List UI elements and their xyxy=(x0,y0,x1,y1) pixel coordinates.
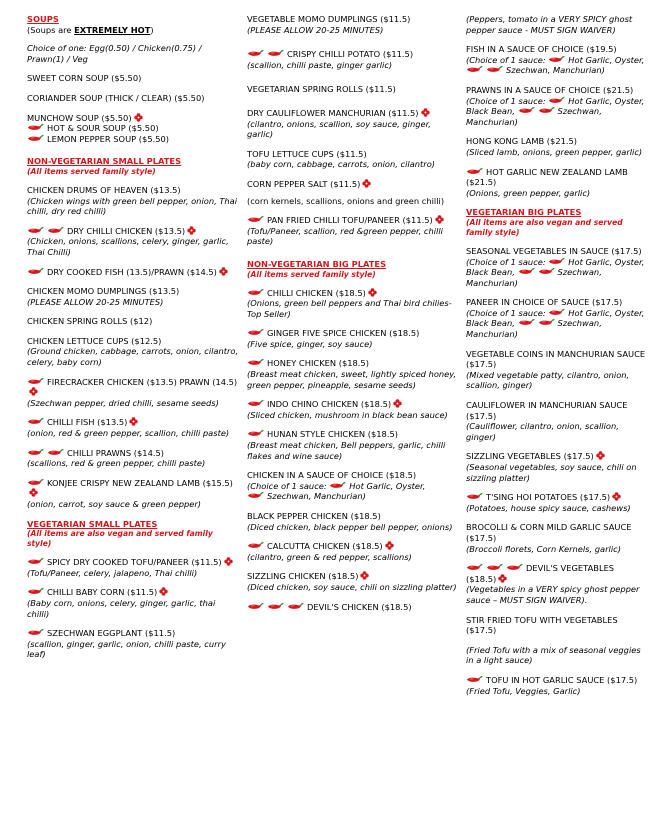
section-header-nv-small: NON-VEGETARIAN SMALL PLATES xyxy=(27,156,182,167)
red-chili-pepper-icon xyxy=(247,328,264,337)
red-chili-pepper-icon xyxy=(27,557,44,566)
menu-item-stir-fried xyxy=(466,615,646,666)
menu-item-tofu-garlic xyxy=(466,675,646,696)
firecracker-name-row xyxy=(27,377,239,398)
menu-item-munchow xyxy=(27,113,239,124)
devils-veg-name: DEVIL'S VEGETABLES ($18.5) xyxy=(466,563,615,584)
devils-chicken-name-row xyxy=(247,602,459,613)
soups-note-emphasis: EXTREMELY HOT xyxy=(74,24,151,35)
pan-fried-desc: (Tofu/Paneer, scallion, red &green pepper, chilli paste) xyxy=(247,225,443,247)
chicken-sauce-choice-desc xyxy=(247,481,459,502)
crispy-potato-desc: (scallion, chilli paste, ginger garlic) xyxy=(247,59,393,70)
menu-item-drums xyxy=(27,185,239,217)
dry-chilli-chicken-name: DRY CHILLI CHICKEN ($13.5) xyxy=(67,225,186,236)
red-chili-pepper-icon xyxy=(267,602,284,611)
menu-item-chilli-prawns xyxy=(27,448,239,469)
red-flower-icon xyxy=(421,108,430,117)
menu-item-black-pepper xyxy=(247,511,459,532)
menu-item-konjee-lamb xyxy=(27,478,239,510)
chilli-prawns-name: CHILLI PRAWNS ($14.5) xyxy=(67,447,165,458)
seasonal-opt3: Szechwan, xyxy=(557,267,602,278)
menu-item-calcutta xyxy=(247,541,459,562)
section-header-soups: SOUPS xyxy=(27,14,59,24)
hunan-name: HUNAN STYLE CHICKEN ($18.5) xyxy=(267,429,398,440)
indo-chino-name: INDO CHINO CHICKEN ($18.5) xyxy=(267,399,392,410)
firecracker-name: FIRECRACKER CHICKEN ($13.5) PRAWN (14.5) xyxy=(47,376,238,387)
red-chili-pepper-icon xyxy=(287,602,304,611)
red-flower-icon xyxy=(219,267,228,276)
menu-item-dry-chilli-chicken xyxy=(27,226,239,258)
crispy-potato-name-row xyxy=(247,49,459,60)
section-header-v-small: VEGETARIAN SMALL PLATES xyxy=(27,518,158,529)
pan-fried-name-row xyxy=(247,215,459,226)
menu-item-indo-chino xyxy=(247,399,459,420)
paneer-opt3: Szechwan, xyxy=(557,318,602,329)
menu-item-baby-corn xyxy=(27,587,239,619)
fish-sauce-opt2: Szechwan, Manchurian) xyxy=(506,65,605,76)
prawns-sauce-pre: (Choice of 1 sauce: xyxy=(466,95,546,106)
sizzling-chicken-name: SIZZLING CHICKEN ($18.5) xyxy=(247,571,359,582)
menu-item-cauli-manchurian xyxy=(247,108,459,140)
red-chili-pepper-icon xyxy=(247,541,264,550)
red-chili-pepper-icon xyxy=(548,96,565,105)
hk-lamb-name: HONG KONG LAMB ($21.5) xyxy=(466,136,578,147)
red-chili-pepper-icon xyxy=(486,563,503,572)
nz-lamb-name: HOT GARLIC NEW ZEALAND LAMB ($21.5) xyxy=(466,166,628,188)
menu-item-pan-fried xyxy=(247,215,459,247)
honey-name: HONEY CHICKEN ($18.5) xyxy=(267,358,369,369)
hot-sour-label: HOT & SOUR SOUP ($5.50) xyxy=(47,123,159,134)
red-chili-pepper-icon xyxy=(247,358,264,367)
prawns-sauce-name: PRAWNS IN A SAUCE OF CHOICE ($21.5) xyxy=(466,84,634,95)
red-chili-pepper-icon xyxy=(27,628,44,637)
fish-sauce-desc xyxy=(466,55,646,76)
tofu-lettuce-desc: (baby corn, cabbage, carrots, onion, cilantro) xyxy=(247,159,436,170)
ginger-five-name: GINGER FIVE SPICE CHICKEN ($18.5) xyxy=(267,328,420,339)
menu-column-2 xyxy=(247,14,459,621)
menu-item-fish-sauce xyxy=(466,44,646,76)
cauli-sauce-desc: (Cauliflower, cilantro, onion, scallion, ginger) xyxy=(466,421,619,442)
seasonal-desc xyxy=(466,257,646,289)
chicken-lettuce-desc: (Ground chicken, cabbage, carrots, onion, cilantro, celery, baby corn) xyxy=(27,346,239,368)
chicken-momo-desc: (PLEASE ALLOW 20-25 MINUTES) xyxy=(27,296,164,307)
section-header-v-big: VEGETARIAN BIG PLATES xyxy=(466,207,582,218)
indo-chino-name-row xyxy=(247,399,459,410)
red-chili-pepper-icon xyxy=(267,49,284,58)
red-chili-pepper-icon xyxy=(466,167,483,176)
chilli-prawns-name-row xyxy=(27,448,239,459)
red-flower-icon xyxy=(187,226,196,235)
section-header-nv-big: NON-VEGETARIAN BIG PLATES xyxy=(247,258,387,269)
fish-sauce-name: FISH IN A SAUCE OF CHOICE ($19.5) xyxy=(466,44,617,55)
menu-item-veg-spring-rolls: VEGETARIAN SPRING ROLLS ($11.5) xyxy=(247,84,396,95)
tsing-name: T'SING HOI POTATOES ($17.5) xyxy=(486,492,611,503)
red-chili-pepper-icon xyxy=(27,478,44,487)
calcutta-name: CALCUTTA CHICKEN ($18.5) xyxy=(267,541,383,552)
red-flower-icon xyxy=(159,587,168,596)
soups-note xyxy=(27,25,239,36)
red-chili-pepper-icon xyxy=(518,106,535,115)
menu-item-chicken-lettuce xyxy=(27,336,239,368)
chilli-chicken-desc: (Onions, green bell peppers and Thai bird chilies- Top Seller) xyxy=(247,298,452,319)
section-note-v-big: (All items are also vegan and served family style) xyxy=(466,217,623,237)
devils-veg-name-row xyxy=(466,563,646,584)
prawns-sauce-opt4: Manchurian) xyxy=(466,116,518,127)
menu-item-hot-sour xyxy=(27,123,239,134)
red-flower-icon xyxy=(435,215,444,224)
red-flower-icon xyxy=(29,488,38,497)
menu-item-tsing-potatoes xyxy=(466,492,646,513)
munchow-label: MUNCHOW SOUP ($5.50) xyxy=(27,112,132,123)
menu-item-chilli-chicken xyxy=(247,288,459,320)
sauce-choice-opt1: Hot Garlic, Oyster, xyxy=(349,480,426,491)
devils-chicken-desc: (Peppers, tomato in a VERY SPICY ghost pepper sauce - MUST SIGN WAIVER) xyxy=(466,14,633,35)
red-chili-pepper-icon xyxy=(548,257,565,266)
seasonal-opt4: Manchurian) xyxy=(466,277,518,288)
menu-item-coriander: CORIANDER SOUP (THICK / CLEAR) ($5.50) xyxy=(27,92,205,103)
chilli-chicken-name: CHILLI CHICKEN ($18.5) xyxy=(267,287,366,298)
sizzling-veg-desc: (Seasonal vegetables, soy sauce, chili on sizzling platter) xyxy=(466,462,637,483)
veg-coins-name: VEGETABLE COINS IN MANCHURIAN SAUCE ($17.5) xyxy=(466,348,646,370)
chicken-sauce-choice-name: CHICKEN IN A SAUCE OF CHOICE ($18.5) xyxy=(247,470,417,481)
cauli-manchurian-desc: (cilantro, onions, scallion, soy sauce, ginger, garlic) xyxy=(247,118,431,140)
red-chili-pepper-icon xyxy=(466,563,483,572)
dry-chilli-chicken-name-row xyxy=(27,226,239,237)
red-chili-pepper-icon xyxy=(27,267,44,276)
red-chili-pepper-icon xyxy=(538,267,555,276)
red-chili-pepper-icon xyxy=(329,481,346,490)
paneer-opt1: Hot Garlic, xyxy=(568,307,613,318)
menu-item-ginger-five xyxy=(247,328,459,349)
chicken-momo-name: CHICKEN MOMO DUMPLINGS ($13.5) xyxy=(27,286,180,297)
red-chili-pepper-icon xyxy=(548,308,565,317)
prawns-sauce-opt1: Hot Garlic, xyxy=(568,95,613,106)
menu-item-seasonal xyxy=(466,246,646,288)
tofu-garlic-name-row xyxy=(466,675,646,686)
menu-item-devils-chicken xyxy=(247,602,459,613)
eggplant-name-row xyxy=(27,628,239,639)
menu-item-broccoli xyxy=(466,522,646,554)
menu-item-devils-veg xyxy=(466,563,646,605)
menu-item-paneer xyxy=(466,297,646,339)
section-note-nv-big: (All items served family style) xyxy=(247,269,376,279)
chilli-prawns-desc: (scallions, red & green pepper, chilli paste) xyxy=(27,458,206,469)
veg-momo-name: VEGETABLE MOMO DUMPLINGS ($11.5) xyxy=(247,14,411,24)
red-flower-icon xyxy=(129,417,138,426)
stir-fried-name: STIR FRIED TOFU WITH VEGETABLES ($17.5) xyxy=(466,614,618,636)
seasonal-pre: (Choice of 1 sauce: xyxy=(466,256,546,267)
menu-item-chicken-momo xyxy=(27,286,239,307)
red-flower-icon xyxy=(393,399,402,408)
lemon-pepper-label: LEMON PEPPER SOUP ($5.50) xyxy=(47,133,170,144)
spicy-tofu-name: SPICY DRY COOKED TOFU/PANEER ($11.5) xyxy=(47,557,222,568)
honey-desc: (Breast meat chicken, sweet, lightly spiced honey, green pepper, pineapple, sesame seeds) xyxy=(247,369,457,390)
red-flower-icon xyxy=(385,541,394,550)
red-chili-pepper-icon xyxy=(27,377,44,386)
tofu-garlic-desc: (Fried Tofu, Veggies, Garlic) xyxy=(466,685,581,696)
red-chili-pepper-icon xyxy=(47,226,64,235)
menu-item-tofu-lettuce xyxy=(247,149,459,170)
menu-item-honey xyxy=(247,358,459,390)
veg-momo-desc: (PLEASE ALLOW 20-25 MINUTES) xyxy=(247,24,384,35)
black-pepper-name: BLACK PEPPER CHICKEN ($18.5) xyxy=(247,511,381,521)
konjee-name-row xyxy=(27,478,239,499)
red-chili-pepper-icon xyxy=(247,288,264,297)
menu-item-veg-coins xyxy=(466,349,646,391)
indo-chino-desc: (Sliced chicken, mushroom in black bean sauce) xyxy=(247,409,448,420)
menu-item-chicken-sauce-choice xyxy=(247,470,459,502)
pan-fried-name: PAN FRIED CHILLI TOFU/PANEER ($11.5) xyxy=(267,215,433,226)
stir-fried-desc: (Fried Tofu with a mix of seasonal veggies in a light sauce) xyxy=(466,644,641,666)
eggplant-desc: (scallion, ginger, garlic, onion, chilli paste, curry leaf) xyxy=(27,638,226,660)
red-chili-pepper-icon xyxy=(506,563,523,572)
corn-pepper-desc: (corn kernels, scallions, onions and green chilli) xyxy=(247,195,445,206)
red-chili-pepper-icon xyxy=(247,215,264,224)
red-chili-pepper-icon xyxy=(27,448,44,457)
paneer-opt4: Manchurian) xyxy=(466,329,518,340)
veg-coins-desc: (Mixed vegetable patty, cilantro, onion, scallion, ginger) xyxy=(466,369,630,391)
honey-name-row xyxy=(247,358,459,369)
red-chili-pepper-icon xyxy=(466,65,483,74)
dry-cooked-fish-name-row xyxy=(27,267,239,278)
red-chili-pepper-icon xyxy=(247,49,264,58)
nz-lamb-name-row xyxy=(466,167,646,188)
red-chili-pepper-icon xyxy=(27,134,44,143)
soups-choice: Choice of one: Egg(0.50) / Chicken(0.75) / Prawn(1) / Veg xyxy=(27,43,202,64)
ginger-five-desc: (Five spice, ginger, soy sauce) xyxy=(247,338,373,349)
chilli-fish-desc: (onion, red & green pepper, scallion, chilli paste) xyxy=(27,428,230,439)
chilli-fish-name-row xyxy=(27,417,239,428)
red-chili-pepper-icon xyxy=(518,267,535,276)
menu-item-eggplant xyxy=(27,628,239,660)
drums-name: CHICKEN DRUMS OF HEAVEN ($13.5) xyxy=(27,184,181,195)
red-flower-icon xyxy=(612,492,621,501)
chilli-chicken-name-row xyxy=(247,288,459,299)
tsing-name-row xyxy=(466,492,646,503)
red-chili-pepper-icon xyxy=(466,492,483,501)
red-chili-pepper-icon xyxy=(27,587,44,596)
soups-note-text: (Soups are xyxy=(27,24,75,35)
corn-pepper-name-row xyxy=(247,179,459,190)
menu-item-sweet-corn: SWEET CORN SOUP ($5.50) xyxy=(27,73,142,84)
menu-item-spicy-tofu xyxy=(27,557,239,578)
menu-column-3 xyxy=(466,14,646,705)
dry-cooked-fish-name: DRY COOKED FISH (13.5)/PRAWN ($14.5) xyxy=(47,266,217,277)
red-chili-pepper-icon xyxy=(538,106,555,115)
seasonal-opt1: Hot Garlic, xyxy=(568,256,613,267)
menu-column-1 xyxy=(27,14,239,669)
ginger-five-name-row xyxy=(247,328,459,339)
sizzling-chicken-desc: (Diced chicken, soy sauce, chili on sizzling platter) xyxy=(247,581,457,592)
red-chili-pepper-icon xyxy=(538,318,555,327)
menu-item-veg-momo xyxy=(247,14,459,35)
menu-item-hk-lamb xyxy=(466,136,646,157)
red-chili-pepper-icon xyxy=(548,55,565,64)
red-chili-pepper-icon xyxy=(247,429,264,438)
section-note-nv-small: (All items served family style) xyxy=(27,166,156,176)
sauce-choice-opt2: Szechwan, Manchurian) xyxy=(267,491,366,502)
calcutta-desc: (cilantro, green & red pepper, scallions) xyxy=(247,551,412,562)
red-flower-icon xyxy=(368,288,377,297)
firecracker-desc: (Szechwan pepper, dried chilli, sesame seeds) xyxy=(27,397,219,408)
menu-item-firecracker xyxy=(27,377,239,409)
sizzling-chicken-name-row xyxy=(247,571,459,582)
menu-item-lemon-pepper xyxy=(27,134,239,145)
fish-sauce-pre: (Choice of 1 sauce: xyxy=(466,54,546,65)
sizzling-veg-name: SIZZLING VEGETABLES ($17.5) xyxy=(466,451,594,462)
devils-veg-desc: (Vegetables in a VERY spicy ghost pepper sauce – MUST SIGN WAIVER). xyxy=(466,584,640,605)
drums-desc: (Chicken wings with green bell pepper, onion, Thai chilli, dry red chilli) xyxy=(27,195,238,217)
konjee-desc: (onion, carrot, soy sauce & green pepper) xyxy=(27,499,202,509)
sizzling-veg-name-row xyxy=(466,451,646,462)
red-chili-pepper-icon xyxy=(47,448,64,457)
menu-item-cauli-sauce xyxy=(466,400,646,442)
eggplant-name: SZECHWAN EGGPLANT ($11.5) xyxy=(47,628,176,639)
menu-item-chilli-fish xyxy=(27,417,239,438)
black-pepper-desc: (Diced chicken, black pepper bell pepper, onions) xyxy=(247,521,453,532)
menu-item-prawns-sauce xyxy=(466,85,646,127)
red-flower-icon xyxy=(362,179,371,188)
red-flower-icon xyxy=(596,451,605,460)
red-chili-pepper-icon xyxy=(247,602,264,611)
prawns-sauce-opt3: Szechwan, xyxy=(557,106,602,117)
section-note-v-small: (All items are also vegan and served family style) xyxy=(27,529,213,549)
corn-pepper-name: CORN PEPPER SALT ($11.5) xyxy=(247,178,361,189)
baby-corn-name: CHILLI BABY CORN ($11.5) xyxy=(47,587,158,598)
hunan-desc: (Breast meat chicken, Bell peppers, garlic, chilli flakes and wine sauce) xyxy=(247,440,446,461)
prawns-sauce-desc xyxy=(466,96,646,128)
nz-lamb-desc: (Onions, green pepper, garlic) xyxy=(466,187,591,198)
red-chili-pepper-icon xyxy=(27,417,44,426)
menu-item-corn-pepper xyxy=(247,179,459,206)
red-chili-pepper-icon xyxy=(486,65,503,74)
seasonal-opt2: Oyster, Black Bean, xyxy=(466,256,645,278)
menu-item-crispy-potato xyxy=(247,49,459,70)
prawns-sauce-opt2: Oyster, Black Bean, xyxy=(466,95,645,117)
konjee-name: KONJEE CRISPY NEW ZEALAND LAMB ($15.5) xyxy=(47,477,233,488)
tofu-garlic-name: TOFU IN HOT GARLIC SAUCE ($17.5) xyxy=(486,674,638,685)
menu-item-sizzling-chicken xyxy=(247,571,459,592)
crispy-potato-name: CRISPY CHILLI POTATO ($11.5) xyxy=(287,49,414,60)
tofu-lettuce-name: TOFU LETTUCE CUPS ($11.5) xyxy=(247,148,367,159)
red-chili-pepper-icon xyxy=(466,675,483,684)
red-flower-icon xyxy=(498,574,507,583)
seasonal-name: SEASONAL VEGETABLES IN SAUCE ($17.5) xyxy=(466,245,642,256)
calcutta-name-row xyxy=(247,541,459,552)
paneer-desc xyxy=(466,308,646,340)
broccoli-desc: (Broccoli florets, Corn Kernels, garlic) xyxy=(466,543,621,554)
dry-chilli-chicken-desc: (Chicken, onions, scallions, celery, ginger, garlic, Thai Chilli) xyxy=(27,236,229,257)
menu-item-hunan xyxy=(247,429,459,461)
chilli-fish-name: CHILLI FISH ($13.5) xyxy=(47,417,128,428)
spicy-tofu-desc: (Tofu/Paneer, celery, jalapeno, Thai chilli) xyxy=(27,567,198,578)
fish-sauce-opt1: Hot Garlic, Oyster, xyxy=(568,54,645,65)
devils-chicken-name: DEVIL'S CHICKEN ($18.5) xyxy=(307,601,412,612)
cauli-manchurian-name: DRY CAULIFLOWER MANCHURIAN ($11.5) xyxy=(247,107,419,118)
menu-item-nz-lamb xyxy=(466,167,646,199)
red-chili-pepper-icon xyxy=(247,399,264,408)
paneer-opt2: Oyster, Black Bean, xyxy=(466,307,645,329)
menu-item-sizzling-veg xyxy=(466,451,646,483)
red-chili-pepper-icon xyxy=(518,318,535,327)
red-flower-icon xyxy=(29,387,38,396)
red-chili-pepper-icon xyxy=(27,123,44,132)
hk-lamb-desc: (Sliced lamb, onions, green pepper, garlic) xyxy=(466,146,643,157)
red-chili-pepper-icon xyxy=(247,491,264,500)
baby-corn-name-row xyxy=(27,587,239,598)
paneer-pre: (Choice of 1 sauce: xyxy=(466,307,546,318)
menu-item-chicken-spring-rolls: CHICKEN SPRING ROLLS ($12) xyxy=(27,316,153,327)
chicken-lettuce-name: CHICKEN LETTUCE CUPS ($12.5) xyxy=(27,335,162,346)
red-flower-icon xyxy=(224,557,233,566)
paneer-name: PANEER IN CHOICE OF SAUCE ($17.5) xyxy=(466,297,623,308)
red-chili-pepper-icon xyxy=(27,226,44,235)
sauce-choice-pre: (Choice of 1 sauce: xyxy=(247,480,327,491)
red-flower-icon xyxy=(134,113,143,122)
hunan-name-row xyxy=(247,429,459,440)
cauli-manchurian-name-row xyxy=(247,108,459,119)
cauli-sauce-name: CAULIFLOWER IN MANCHURIAN SAUCE ($17.5) xyxy=(466,400,628,421)
red-flower-icon xyxy=(360,571,369,580)
baby-corn-desc: (Baby corn, onions, celery, ginger, garlic, thai chilli) xyxy=(27,597,216,619)
broccoli-name: BROCOLLI & CORN MILD GARLIC SAUCE ($17.5) xyxy=(466,522,632,543)
menu-item-dry-cooked-fish xyxy=(27,267,239,278)
tsing-desc: (Potatoes, house spicy sauce, cashews) xyxy=(466,502,631,513)
spicy-tofu-name-row xyxy=(27,557,239,568)
soups-note-close: ) xyxy=(150,24,154,35)
